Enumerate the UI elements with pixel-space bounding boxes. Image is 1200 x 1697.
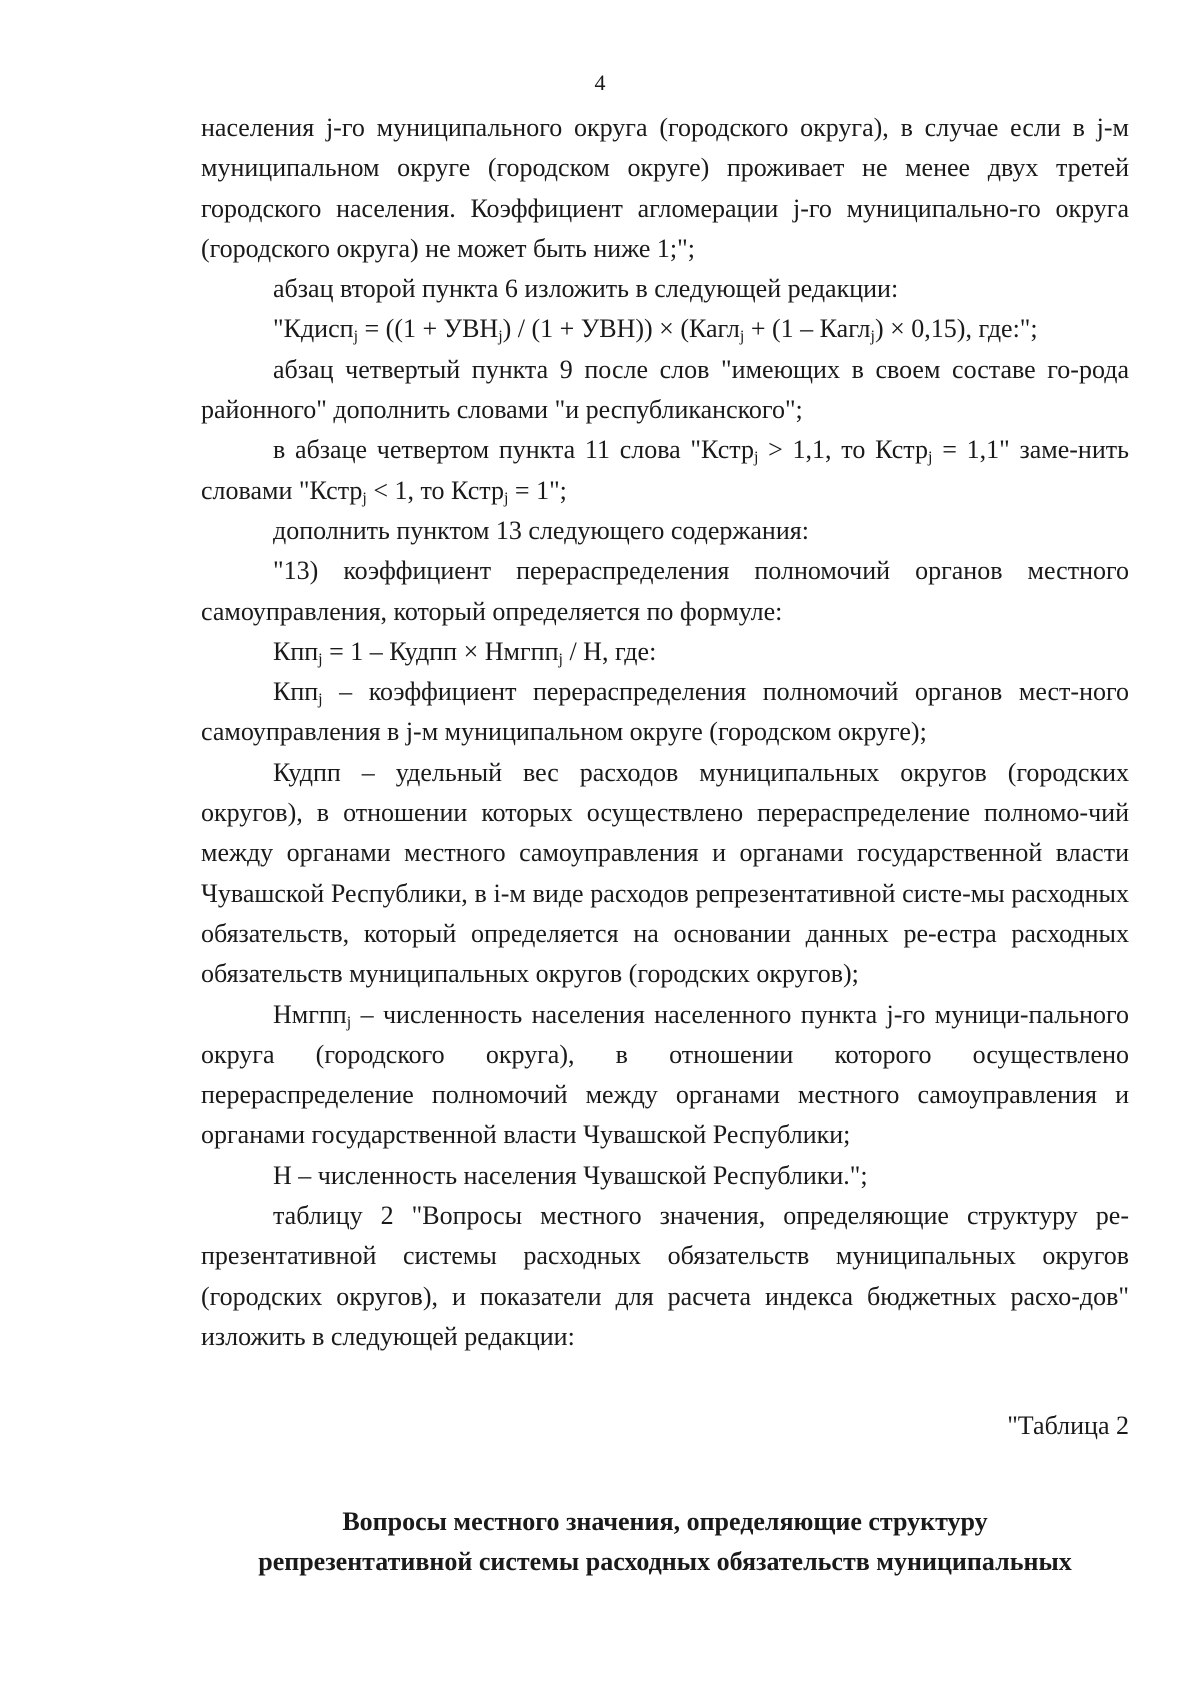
table-reference: "Таблица 2: [1007, 1411, 1129, 1440]
paragraph-11: Нмгпп$_j$ – численность населения населенного пункта j-го муници-пального округа (городского округа), в отношении которого осуществлено перераспределение полномочий между органами местного самоуправления и органами государственной власти Чувашской Республики;: [201, 999, 1129, 1150]
table-title-line-2: репрезентативной системы расходных обязательств муниципальных: [258, 1547, 1072, 1576]
body-text: [201, 108, 1129, 1357]
paragraph-13: таблицу 2 "Вопросы местного значения, определяющие структуру ре-презентативной системы расходных обязательств муниципальных округов (городских округов), и показатели для расчета индекса бюджетных расхо-дов" изложить в следующей редакции:: [201, 1201, 1129, 1351]
paragraph-12: Н – численность населения Чувашской Республики.";: [273, 1160, 868, 1190]
paragraph-3: "Кдисп$_j$ = $((1 + УВН_j) / (1 + УВН))$ × (Кагл$_j$ + (1 – Кагл$_j$) × 0,15), где:";: [273, 314, 1038, 346]
table-title-line-1: Вопросы местного значения, определяющие структуру: [342, 1507, 988, 1536]
paragraph-5: в абзаце четвертом пункта 11 слова "Кстр$_j$ > 1,1, то Кстр$_j$ = 1,1" заме-нить словами "Кстр$_j$ < 1, то Кстр$_j$ = 1";: [201, 435, 1129, 507]
paragraph-2: абзац второй пункта 6 изложить в следующей редакции:: [273, 274, 899, 304]
paragraph-9: Кпп$_j$ – коэффициент перераспределения полномочий органов мест-ного самоуправления в j-м муниципальном округе (городском округе);: [201, 677, 1129, 747]
table-title: [201, 1502, 1129, 1582]
paragraph-8: Кпп$_j$ = 1 – Кудпп × Нмгпп$_j$ / Н, где:: [273, 636, 657, 668]
paragraph-7: "13) коэффициент перераспределения полномочий органов местного самоуправления, который определяется по формуле:: [201, 556, 1129, 626]
page-number: 4: [594, 70, 606, 95]
paragraph-6: дополнить пунктом 13 следующего содержания:: [273, 515, 809, 545]
paragraph-10: Кудпп – удельный вес расходов муниципальных округов (городских округов), в отношении которых осуществлено перераспределение полномо-чий между органами местного самоуправления и органами государственной власти Чувашской Республики, в i-м виде расходов репрезентативной систе-мы расходных обязательств, который определяется на основании данных ре-естра расходных обязательств муниципальных округов (городских округов);: [201, 757, 1129, 989]
paragraph-1: населения j-го муниципального округа (городского округа), в случае если в j-м муниципальном округе (городском округе) проживает не менее двух третей городского населения. Коэффициент агломерации j-го муниципально-го округа (городского округа) не может быть ниже 1;";: [201, 113, 1129, 263]
paragraph-4: абзац четвертый пункта 9 после слов "имеющих в своем составе го-рода районного" дополнить словами "и республиканского";: [201, 354, 1129, 425]
